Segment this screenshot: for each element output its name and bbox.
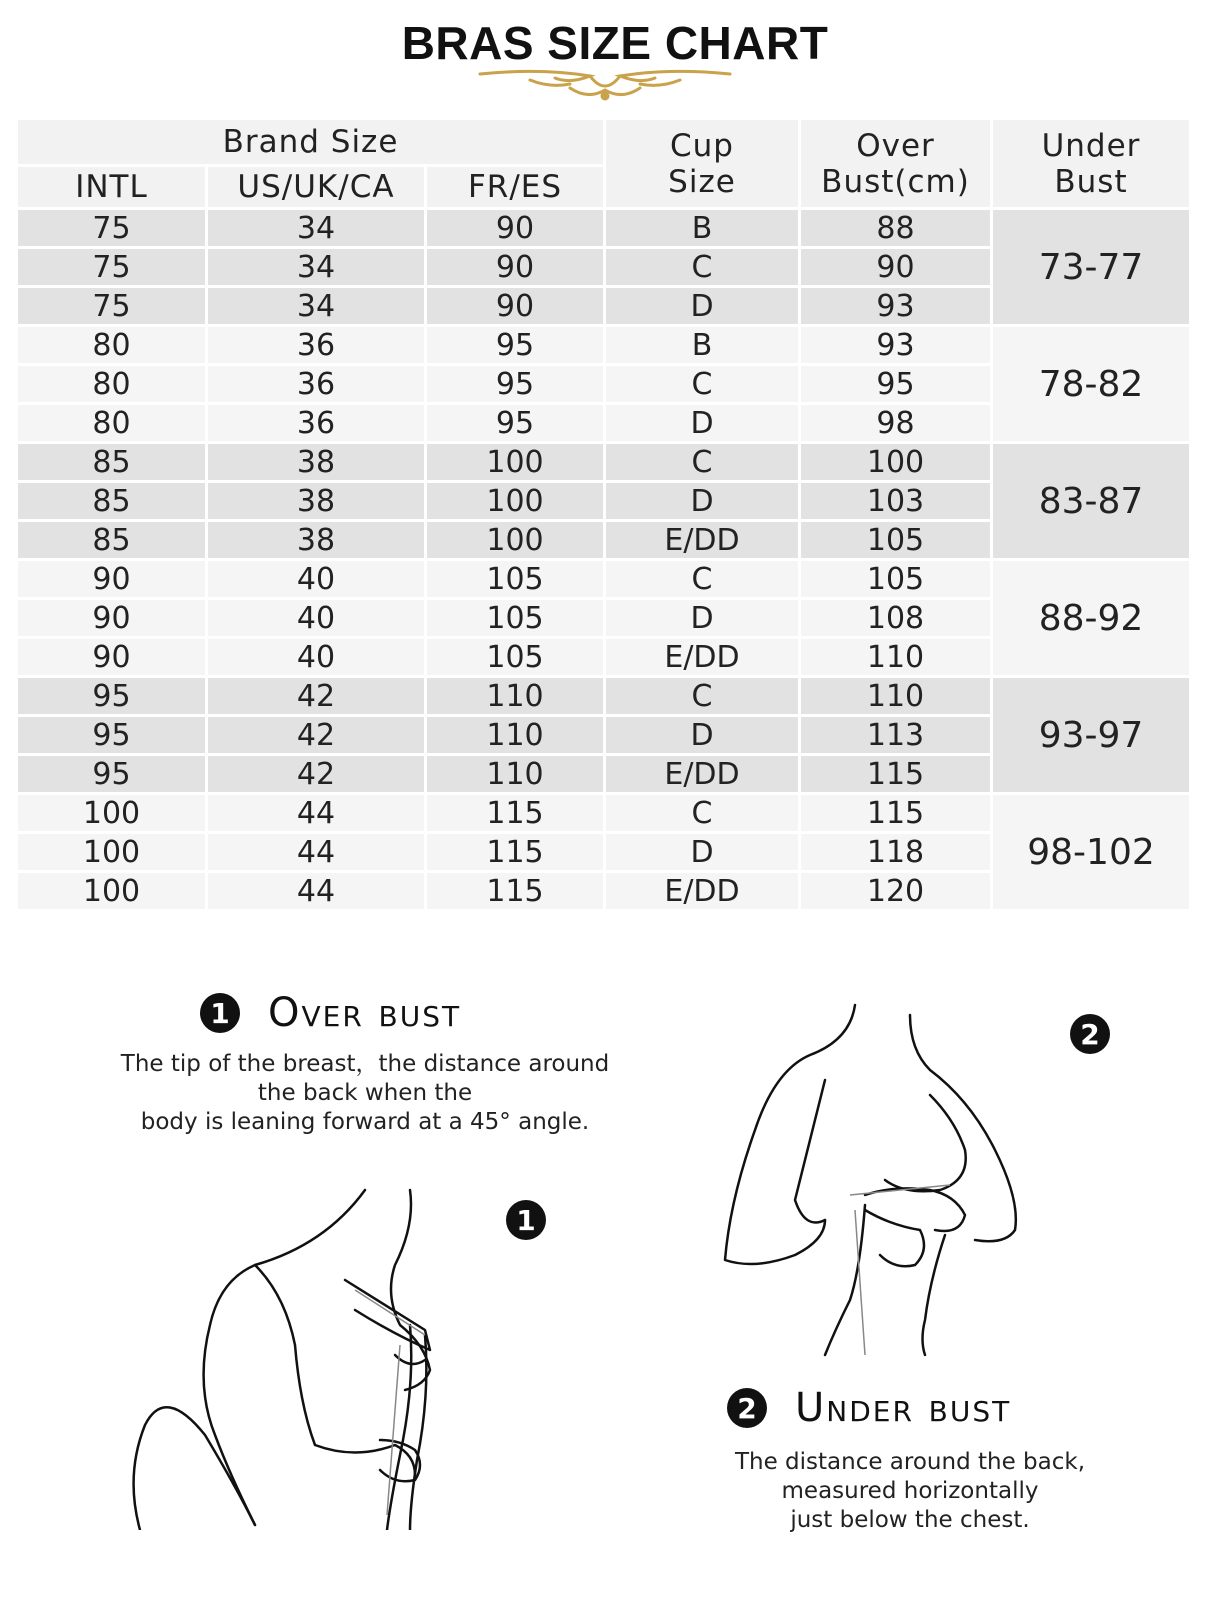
over-bust-cell: 100 — [801, 444, 990, 480]
intl-cell: 90 — [18, 561, 205, 597]
over-bust-description: The tip of the breast，the distance around the back when the body is leaning forward at a 45° angle. — [120, 1051, 610, 1135]
under-bust-cell: 73-77 — [993, 210, 1189, 324]
intl-cell: 85 — [18, 444, 205, 480]
figure-badge-2: 2 — [1070, 1014, 1110, 1054]
fr-es-cell: 100 — [427, 522, 603, 558]
cup-size-cell: D — [606, 600, 798, 636]
table-row — [18, 678, 1189, 714]
us-uk-ca-cell: 42 — [208, 717, 424, 753]
intl-cell: 90 — [18, 600, 205, 636]
fr-es-header: FR/ES — [427, 167, 603, 207]
over-bust-cell: 88 — [801, 210, 990, 246]
intl-cell: 95 — [18, 756, 205, 792]
cup-size-cell: E/DD — [606, 639, 798, 675]
cup-size-cell: B — [606, 327, 798, 363]
fr-es-cell: 100 — [427, 444, 603, 480]
under-bust-cell: 88-92 — [993, 561, 1189, 675]
fr-es-cell: 110 — [427, 678, 603, 714]
over-bust-cell: 110 — [801, 639, 990, 675]
over-bust-header: Over Bust(cm) — [801, 120, 990, 207]
us-uk-ca-cell: 36 — [208, 327, 424, 363]
over-bust-cell: 108 — [801, 600, 990, 636]
intl-cell: 75 — [18, 210, 205, 246]
cup-size-cell: D — [606, 834, 798, 870]
over-bust-illustration — [125, 1185, 445, 1530]
intl-header: INTL — [18, 167, 205, 207]
under-bust-cell: 98-102 — [993, 795, 1189, 909]
intl-cell: 80 — [18, 405, 205, 441]
fr-es-cell: 90 — [427, 288, 603, 324]
intl-cell: 100 — [18, 834, 205, 870]
over-bust-cell: 95 — [801, 366, 990, 402]
intl-cell: 75 — [18, 249, 205, 285]
cup-size-cell: C — [606, 249, 798, 285]
cup-size-cell: E/DD — [606, 522, 798, 558]
table-row — [18, 561, 1189, 597]
over-bust-cell: 105 — [801, 522, 990, 558]
us-uk-ca-cell: 44 — [208, 834, 424, 870]
over-bust-cell: 110 — [801, 678, 990, 714]
fr-es-cell: 90 — [427, 249, 603, 285]
us-uk-ca-header: US/UK/CA — [208, 167, 424, 207]
cup-size-cell: B — [606, 210, 798, 246]
fr-es-cell: 115 — [427, 795, 603, 831]
cup-size-cell: C — [606, 561, 798, 597]
cup-size-header: Cup Size — [606, 120, 798, 207]
table-row — [18, 210, 1189, 246]
intl-cell: 100 — [18, 795, 205, 831]
under-bust-heading — [727, 1385, 1011, 1431]
size-chart-table — [15, 117, 1192, 912]
us-uk-ca-cell: 34 — [208, 288, 424, 324]
over-bust-cell: 118 — [801, 834, 990, 870]
over-bust-cell: 103 — [801, 483, 990, 519]
cup-size-cell: E/DD — [606, 756, 798, 792]
cup-size-cell: C — [606, 444, 798, 480]
cup-size-cell: C — [606, 366, 798, 402]
over-bust-cell: 93 — [801, 288, 990, 324]
us-uk-ca-cell: 34 — [208, 249, 424, 285]
fr-es-cell: 110 — [427, 717, 603, 753]
over-bust-cell: 115 — [801, 756, 990, 792]
cup-size-cell: D — [606, 405, 798, 441]
fr-es-cell: 105 — [427, 639, 603, 675]
fr-es-cell: 110 — [427, 756, 603, 792]
us-uk-ca-cell: 38 — [208, 522, 424, 558]
us-uk-ca-cell: 38 — [208, 483, 424, 519]
under-bust-cell: 93-97 — [993, 678, 1189, 792]
over-bust-cell: 93 — [801, 327, 990, 363]
us-uk-ca-cell: 44 — [208, 873, 424, 909]
over-bust-cell: 90 — [801, 249, 990, 285]
fr-es-cell: 115 — [427, 873, 603, 909]
brand-size-header: Brand Size — [18, 120, 603, 164]
under-bust-description: The distance around the back, measured horizontally just below the chest. — [734, 1449, 1086, 1533]
fr-es-cell: 95 — [427, 405, 603, 441]
table-row — [18, 795, 1189, 831]
gold-ornament — [470, 66, 740, 104]
under-bust-illustration — [715, 1000, 1035, 1360]
cup-size-cell: C — [606, 795, 798, 831]
us-uk-ca-cell: 38 — [208, 444, 424, 480]
cup-size-cell: C — [606, 678, 798, 714]
cup-size-cell: D — [606, 483, 798, 519]
cup-size-cell: E/DD — [606, 873, 798, 909]
us-uk-ca-cell: 42 — [208, 756, 424, 792]
step-label: Over bust — [268, 990, 462, 1036]
intl-cell: 75 — [18, 288, 205, 324]
step-label: Under bust — [795, 1385, 1012, 1431]
us-uk-ca-cell: 36 — [208, 405, 424, 441]
step-number-badge: 1 — [200, 993, 240, 1033]
over-bust-cell: 120 — [801, 873, 990, 909]
under-bust-header: Under Bust — [993, 120, 1189, 207]
figure-badge-1: 1 — [506, 1200, 546, 1240]
page-title: BRAS SIZE CHART — [401, 17, 829, 69]
fr-es-cell: 115 — [427, 834, 603, 870]
fr-es-cell: 95 — [427, 327, 603, 363]
under-bust-cell: 78-82 — [993, 327, 1189, 441]
under-bust-cell: 83-87 — [993, 444, 1189, 558]
fr-es-cell: 90 — [427, 210, 603, 246]
us-uk-ca-cell: 34 — [208, 210, 424, 246]
over-bust-heading — [200, 990, 461, 1036]
fr-es-cell: 105 — [427, 600, 603, 636]
us-uk-ca-cell: 44 — [208, 795, 424, 831]
intl-cell: 95 — [18, 678, 205, 714]
fr-es-cell: 100 — [427, 483, 603, 519]
table-row — [18, 444, 1189, 480]
over-bust-cell: 115 — [801, 795, 990, 831]
intl-cell: 100 — [18, 873, 205, 909]
table-row — [18, 327, 1189, 363]
us-uk-ca-cell: 36 — [208, 366, 424, 402]
step-number-badge: 2 — [727, 1388, 767, 1428]
fr-es-cell: 105 — [427, 561, 603, 597]
us-uk-ca-cell: 40 — [208, 561, 424, 597]
cup-size-cell: D — [606, 288, 798, 324]
over-bust-cell: 113 — [801, 717, 990, 753]
intl-cell: 80 — [18, 327, 205, 363]
intl-cell: 80 — [18, 366, 205, 402]
intl-cell: 95 — [18, 717, 205, 753]
us-uk-ca-cell: 42 — [208, 678, 424, 714]
over-bust-cell: 105 — [801, 561, 990, 597]
us-uk-ca-cell: 40 — [208, 639, 424, 675]
intl-cell: 85 — [18, 522, 205, 558]
over-bust-cell: 98 — [801, 405, 990, 441]
intl-cell: 85 — [18, 483, 205, 519]
intl-cell: 90 — [18, 639, 205, 675]
cup-size-cell: D — [606, 717, 798, 753]
us-uk-ca-cell: 40 — [208, 600, 424, 636]
fr-es-cell: 95 — [427, 366, 603, 402]
